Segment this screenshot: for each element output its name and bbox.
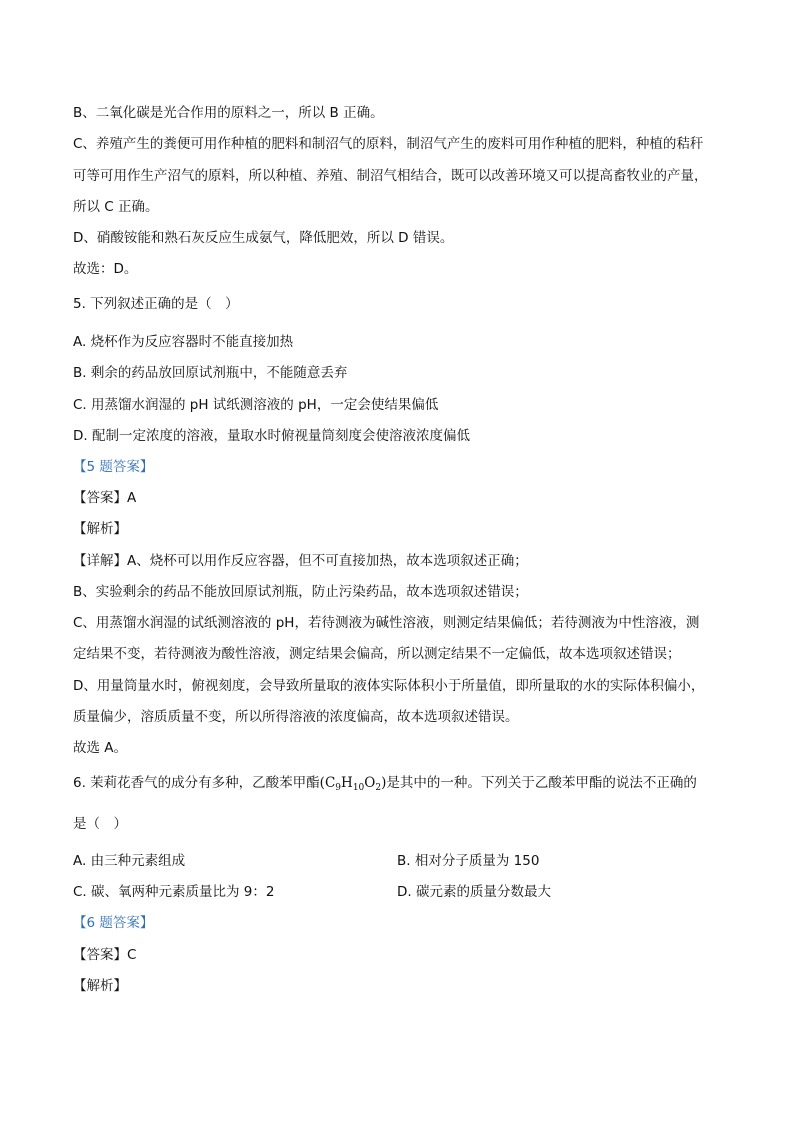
text-line: B、实验剩余的药品不能放回原试剂瓶，防止污染药品，故本选项叙述错误； xyxy=(73,584,528,600)
question-6-option-c: C. 碳、氧两种元素质量比为 9：2 xyxy=(73,884,275,900)
answer-header-6: 【6 题答案】 xyxy=(73,915,154,931)
question-5-stem: 5. 下列叙述正确的是（ ） xyxy=(73,296,239,312)
question-5-option-d: D. 配制一定浓度的溶液，量取水时俯视量筒刻度会使溶液浓度偏低 xyxy=(73,428,470,444)
question-6-stem-part2: 是其中的一种。下列关于乙酸苯甲酯的说法不正确的 xyxy=(386,775,697,791)
text-line: C、用蒸馏水润湿的试纸测溶液的 pH，若待测液为碱性溶液，则测定结果偏低；若待测液为中性溶液，测 xyxy=(73,615,700,631)
analysis-header: 【解析】 xyxy=(73,521,127,537)
text-line: B、二氧化碳是光合作用的原料之一，所以 B 正确。 xyxy=(73,105,384,121)
analysis-header: 【解析】 xyxy=(73,978,127,994)
text-line: 所以 C 正确。 xyxy=(73,199,159,215)
question-6-option-d: D. 碳元素的质量分数最大 xyxy=(397,884,551,900)
text-line: 【详解】A、烧杯可以用作反应容器，但不可直接加热，故本选项叙述正确； xyxy=(73,553,528,569)
answer-line: 【答案】A xyxy=(73,490,137,506)
text-line: 定结果不变，若待测液为酸性溶液，测定结果会偏高，所以测定结果不一定偏低，故本选项叙述错误； xyxy=(73,646,681,662)
chemical-formula: $(C_9H_{10}O_2)$ xyxy=(319,775,387,793)
text-line: C、养殖产生的粪便可用作种植的肥料和制沼气的原料，制沼气产生的废料可用作种植的肥料，种植的秸秆 xyxy=(73,136,704,152)
question-6-option-b: B. 相对分子质量为 150 xyxy=(397,853,540,869)
text-line: 故选 A。 xyxy=(73,740,128,756)
question-6-stem xyxy=(73,773,697,798)
question-5-option-a: A. 烧杯作为反应容器时不能直接加热 xyxy=(73,334,294,350)
answer-line: 【答案】C xyxy=(73,947,137,963)
text-line: 故选：D。 xyxy=(73,261,138,277)
text-line: 质量偏少，溶质质量不变，所以所得溶液的浓度偏高，故本选项叙述错误。 xyxy=(73,709,519,725)
text-line: 可等可用作生产沼气的原料，所以种植、养殖、制沼气相结合，既可以改善环境又可以提高畜牧业的产量， xyxy=(73,168,708,184)
text-line: D、用量筒量水时，俯视刻度，会导致所量取的液体实际体积小于所量值，即所量取的水的实际体积偏小， xyxy=(73,678,705,694)
question-5-option-c: C. 用蒸馏水润湿的 pH 试纸测溶液的 pH，一定会使结果偏低 xyxy=(73,397,439,413)
text-line: D、硝酸铵能和熟石灰反应生成氨气，降低肥效，所以 D 错误。 xyxy=(73,230,454,246)
question-6-option-a: A. 由三种元素组成 xyxy=(73,853,186,869)
question-5-option-b: B. 剩余的药品放回原试剂瓶中，不能随意丢弃 xyxy=(73,365,348,381)
answer-header-5: 【5 题答案】 xyxy=(73,459,154,475)
question-6-stem-cont: 是（ ） xyxy=(73,816,127,832)
question-6-stem-part1: 6. 茉莉花香气的成分有多种，乙酸苯甲酯 xyxy=(73,775,320,791)
